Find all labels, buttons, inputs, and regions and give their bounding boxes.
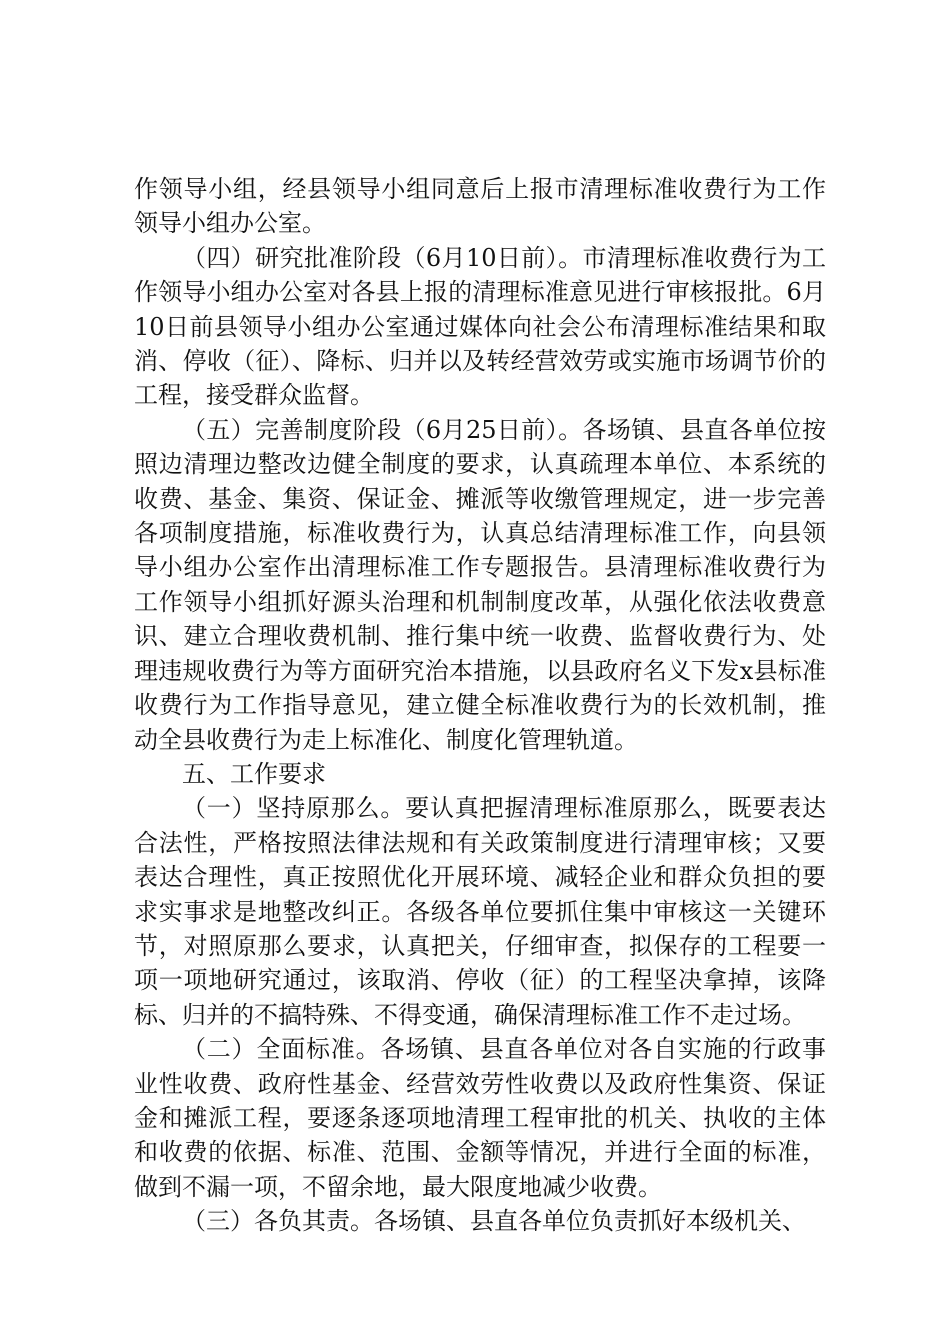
paragraph-review-approval-stage: （四）研究批准阶段（6月10日前）。市清理标准收费行为工作领导小组办公室对各县上报的清理标准意见进行审核报批。6月10日前县领导小组办公室通过媒体向社会公布清理标准结果和取消、停收（征）、降标、归并以及转经营效劳或实施市场调节价的工程，接受群众监督。 [134, 243, 826, 410]
paragraph-system-improvement-stage: （五）完善制度阶段（6月25日前）。各场镇、县直各单位按照边清理边整改边健全制度的要求，认真疏理本单位、本系统的收费、基金、集资、保证金、摊派等收缴管理规定，进一步完善各项制度措施，标准收费行为，认真总结清理标准工作，向县领导小组办公室作出清理标准工作专题报告。县清理标准收费行为工作领导小组抓好源头治理和机制制度改革，从强化依法收费意识、建立合理收费机制、推行集中统一收费、监督收费行为、处理违规收费行为等方面研究治本措施，以县政府名义下发x县标准收费行为工作指导意见，建立健全标准收费行为的长效机制，推动全县收费行为走上标准化、制度化管理轨道。 [134, 415, 826, 754]
paragraph-adhere-to-principles: （一）坚持原那么。要认真把握清理标准原那么，既要表达合法性，严格按照法律法规和有关政策制度进行清理审核；又要表达合理性，真正按照优化开展环境、减轻企业和群众负担的要求实事求是地整改纠正。各级各单位要抓住集中审核这一关键环节，对照原那么要求，认真把关，仔细审查，拟保存的工程要一项一项地研究通过，该取消、停收（征）的工程坚决拿掉，该降标、归并的不搞特殊、不得变通，确保清理标准工作不走过场。 [134, 794, 826, 1029]
paragraph-comprehensive-standards: （二）全面标准。各场镇、县直各单位对各自实施的行政事业性收费、政府性基金、经营效劳性收费以及政府性集资、保证金和摊派工程，要逐条逐项地清理工程审批的机关、执收的主体和收费的依据、标准、范围、金额等情况，并进行全面的标准，做到不漏一项，不留余地，最大限度地减少收费。 [134, 1035, 826, 1201]
section-heading-work-requirements: 五、工作要求 [182, 759, 326, 788]
paragraph-each-responsible: （三）各负其责。各场镇、县直各单位负责抓好本级机关、 [182, 1207, 806, 1236]
paragraph-continuation: 作领导小组，经县领导小组同意后上报市清理标准收费行为工作领导小组办公室。 [134, 175, 826, 238]
document-body [134, 172, 826, 1239]
